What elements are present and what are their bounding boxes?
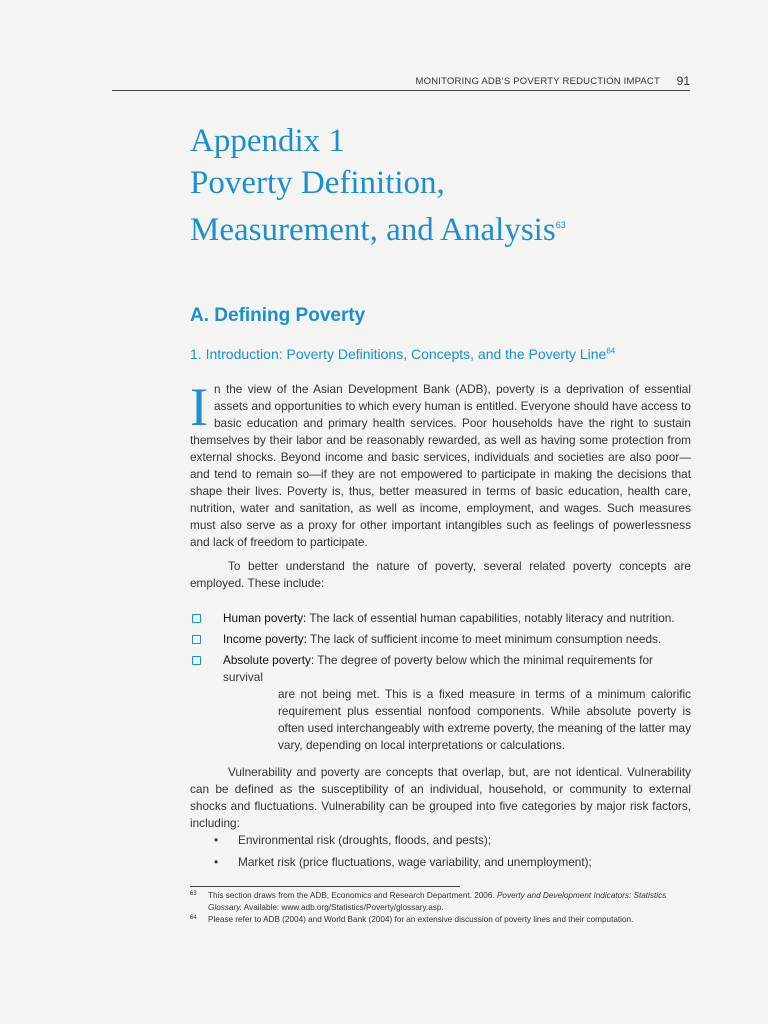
page-number: 91 bbox=[676, 74, 690, 88]
footnote-link-text[interactable]: Available: www.adb.org/Statistics/Poverty/glossary.asp. bbox=[241, 903, 444, 912]
appendix-title bbox=[190, 120, 566, 251]
list-item-term: Absolute poverty: bbox=[223, 653, 315, 667]
footnote-number: 64 bbox=[190, 915, 197, 921]
list-item-absolute-poverty bbox=[190, 652, 691, 754]
list-item bbox=[214, 854, 592, 871]
running-header bbox=[112, 76, 690, 91]
paragraph-intro-text: n the view of the Asian Development Bank (ADB), poverty is a deprivation of essential assets and opportunities to which every human is entitled. Everyone should have access to basic education and primary health services. Poor households have the right to sustain themselves by their labor and be reasonably rewarded, as well as having some protection from external shocks. Beyond income and basic services, individuals and societies are also poor—and tend to remain so—if they are not empowered to participate in making the decisions that shape their lives. Poverty is, thus, better measured in terms of basic education, health care, nutrition, water and sanitation, as well as income, employment, and wages. Such measures must also serve as a proxy for other important intangibles such as feelings of powerlessness and lack of freedom to participate. bbox=[190, 382, 691, 549]
appendix-title-line3 bbox=[190, 204, 566, 251]
list-item-term: Income poverty: bbox=[223, 632, 307, 646]
paragraph-concepts: To better understand the nature of poverty, several related poverty concepts are employed. These include: bbox=[190, 559, 691, 590]
subsection-heading bbox=[190, 346, 615, 362]
list-item-text: The degree of poverty below which the minimal requirements for survival bbox=[223, 653, 653, 684]
bullet-dot-icon: • bbox=[214, 855, 219, 869]
footnote-ref-64[interactable]: 64 bbox=[606, 346, 616, 356]
list-item-text: Environmental risk (droughts, floods, and pests); bbox=[238, 833, 492, 847]
appendix-title-line1: Appendix 1 bbox=[190, 123, 345, 159]
list-item bbox=[214, 832, 592, 849]
checkbox-bullet-icon bbox=[192, 656, 201, 665]
list-item-text: Market risk (price fluctuations, wage variability, and unemployment); bbox=[238, 855, 592, 869]
footnote-64 bbox=[190, 914, 691, 926]
paragraph-vulnerability: Vulnerability and poverty are concepts that overlap, but, are not identical. Vulnerability can be defined as the susceptibility of an individual, household, or community to external shocks and fluctuations. Vulnerability can be grouped into five categories by major risk factors, including: bbox=[190, 765, 691, 830]
bullet-dot-icon: • bbox=[214, 833, 219, 847]
risk-factor-list bbox=[214, 832, 592, 876]
paragraph-intro bbox=[190, 377, 691, 551]
checkbox-bullet-icon bbox=[192, 635, 201, 644]
list-item-text: The lack of essential human capabilities, notably literacy and nutrition. bbox=[306, 611, 675, 625]
list-item-text: The lack of sufficient income to meet minimum consumption needs. bbox=[306, 632, 662, 646]
list-item-continuation: are not being met. This is a fixed measure in terms of a minimum calorific requirement plus essential nonfood components. While absolute poverty is often used interchangeably with extreme poverty, the meaning of the latter may vary, depending on local interpretations or calculations. bbox=[278, 687, 691, 752]
footnote-63 bbox=[190, 890, 691, 914]
appendix-title-line3-text: Measurement, and Analysis bbox=[190, 212, 556, 248]
checkbox-bullet-icon bbox=[192, 614, 201, 623]
running-header-title: MONITORING ADB’S POVERTY REDUCTION IMPACT bbox=[415, 76, 660, 87]
footnote-number: 63 bbox=[190, 891, 197, 897]
subsection-heading-text: 1. Introduction: Poverty Definitions, Concepts, and the Poverty Line bbox=[190, 346, 607, 362]
drop-cap: I bbox=[190, 377, 208, 437]
footnote-text: This section draws from the ADB, Economics and Research Department. 2006. bbox=[208, 891, 497, 900]
list-item-human-poverty bbox=[190, 610, 691, 627]
footnote-text: Please refer to ADB (2004) and World Bank (2004) for an extensive discussion of poverty lines and their computation. bbox=[208, 915, 634, 924]
section-heading-a: A. Defining Poverty bbox=[190, 305, 366, 326]
footnotes bbox=[190, 890, 691, 926]
footnote-ref-63[interactable]: 63 bbox=[555, 220, 566, 230]
list-item-income-poverty bbox=[190, 631, 691, 648]
list-item-term: Human poverty: bbox=[223, 611, 307, 625]
footnote-italic-title: Poverty and Development Indicators: Statistics Glossary. bbox=[208, 891, 667, 912]
footnote-divider bbox=[190, 886, 460, 887]
poverty-concepts-list bbox=[190, 610, 691, 758]
appendix-title-line2: Poverty Definition, bbox=[190, 165, 445, 201]
